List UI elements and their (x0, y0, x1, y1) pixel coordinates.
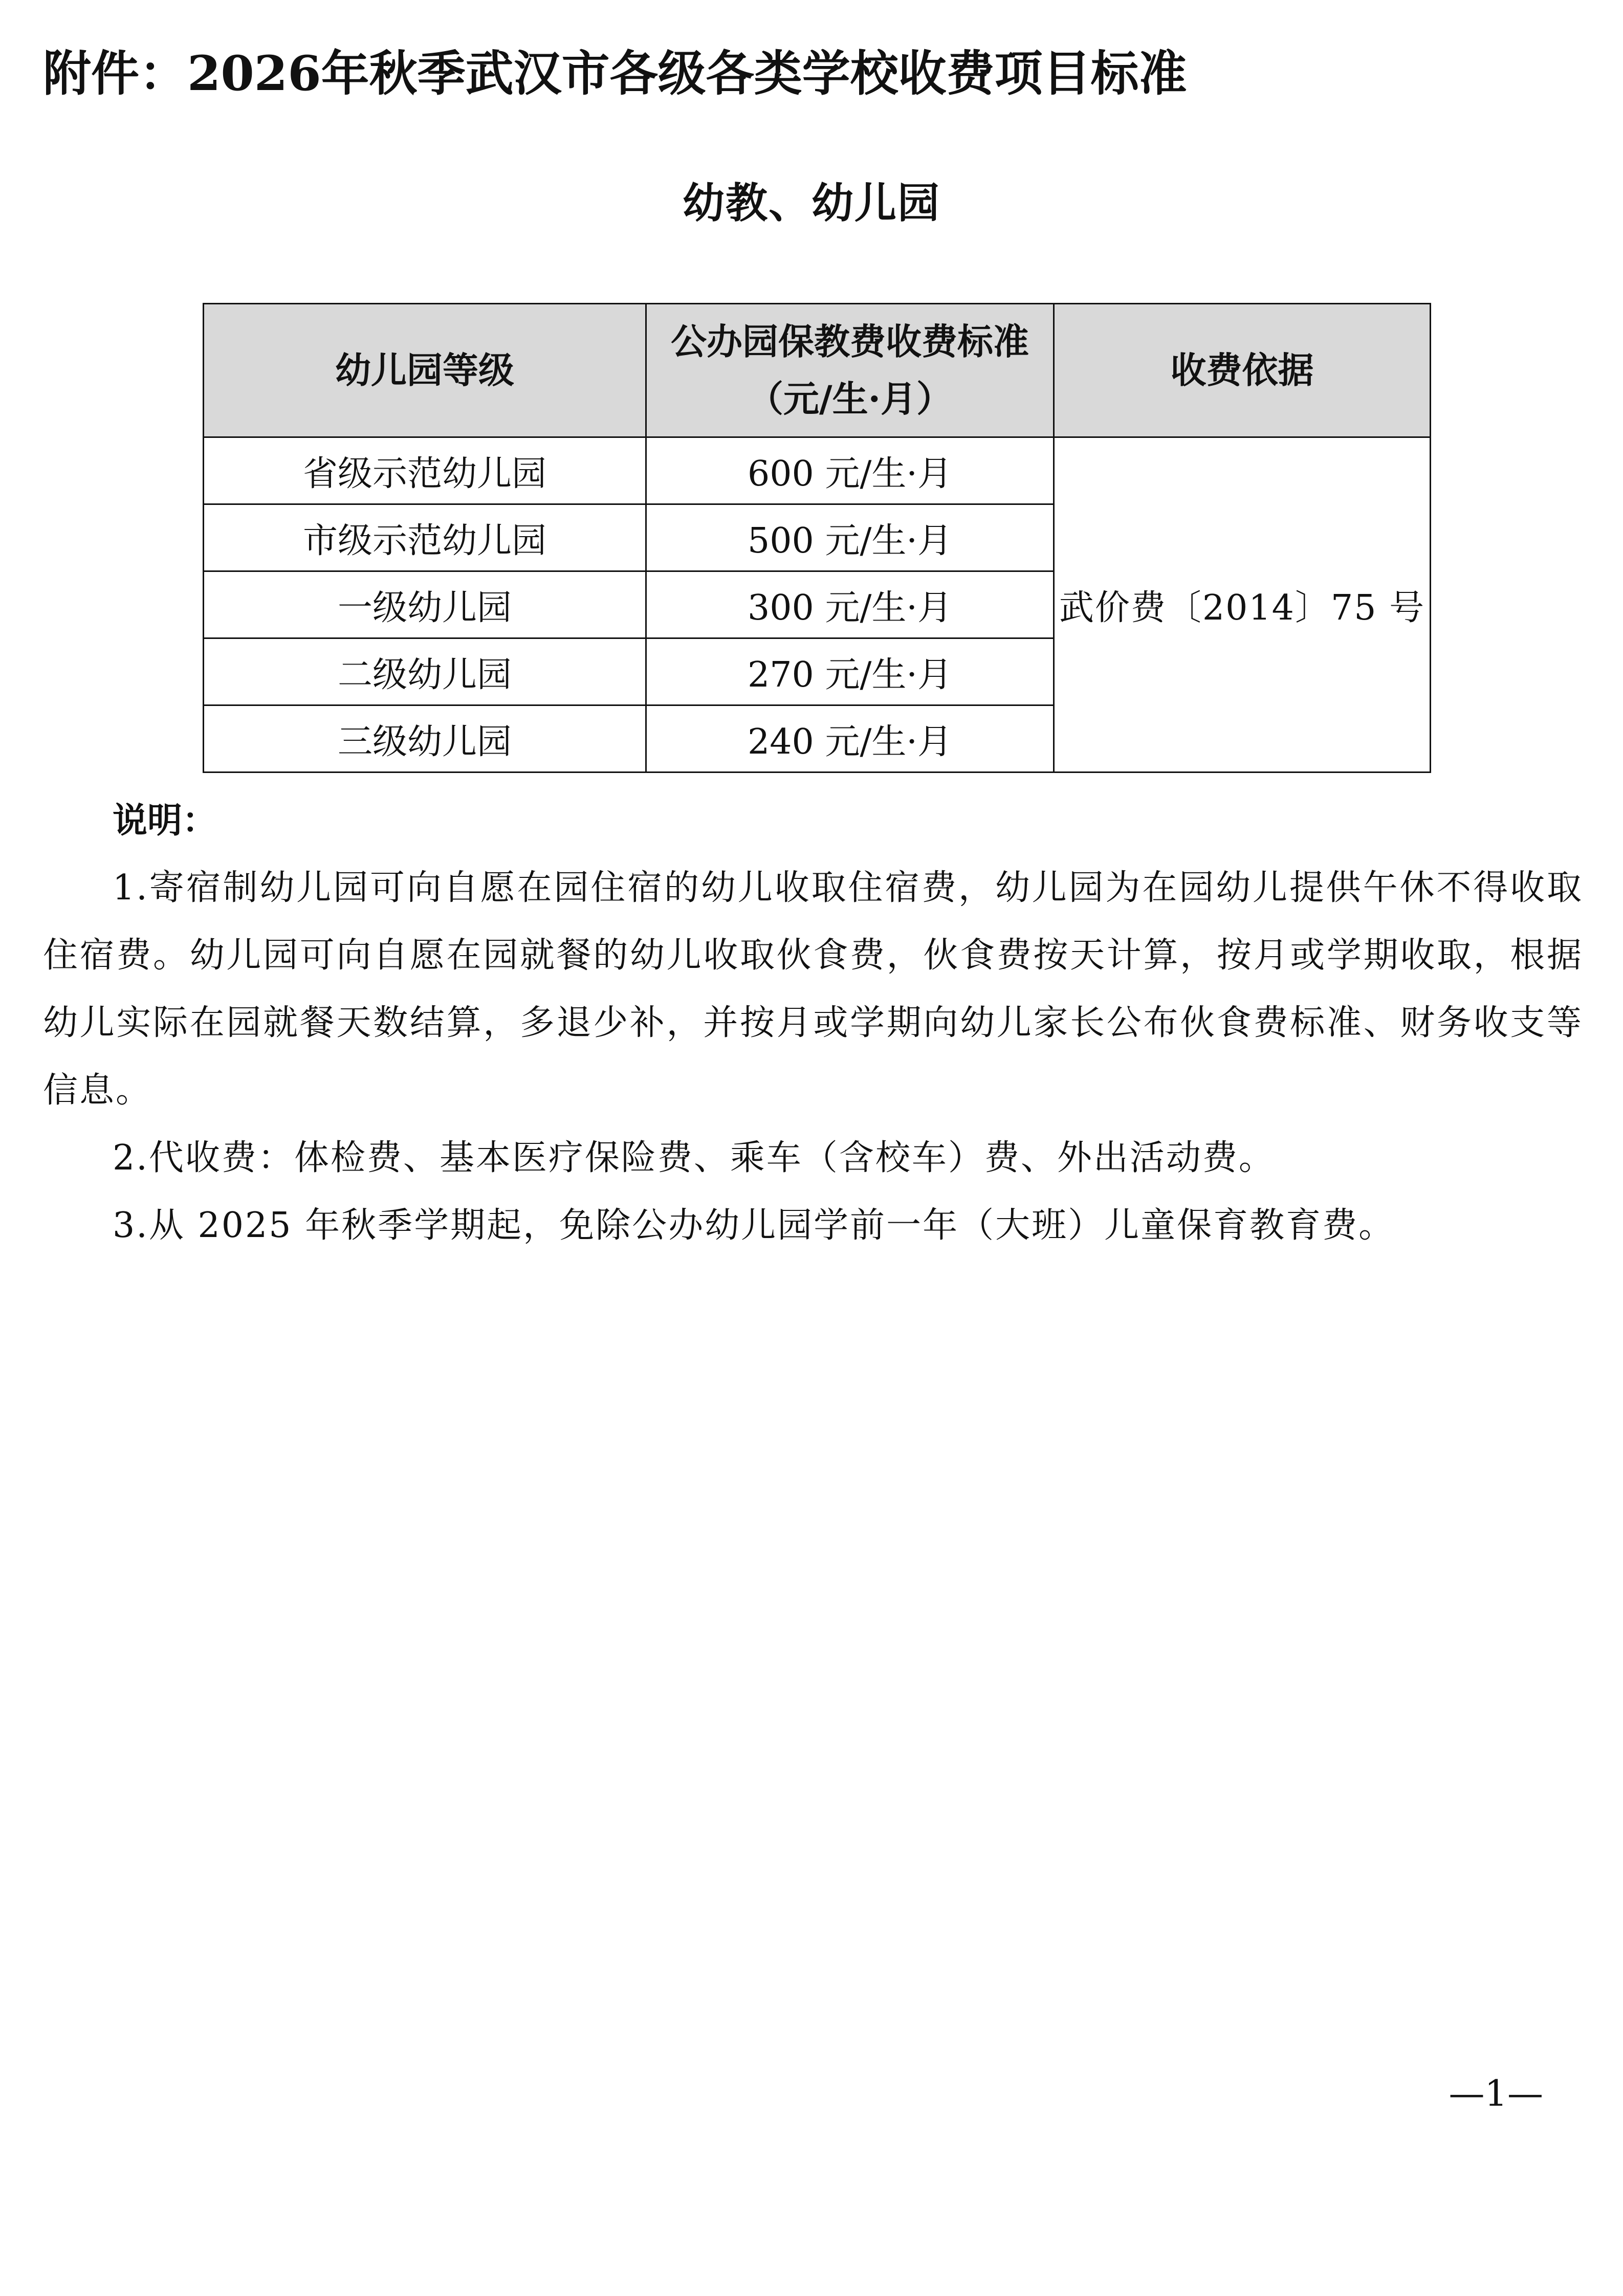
section-title: 幼教、幼儿园 (682, 179, 940, 228)
document-title: 附件：2026年秋季武汉市各级各类学校收费项目标准 (43, 46, 1187, 102)
table-row (204, 437, 1431, 504)
note-item: 1.寄宿制幼儿园可向自愿在园住宿的幼儿收取住宿费，幼儿园为在园幼儿提供午休不得收取住宿费。幼儿园可向自愿在园就餐的幼儿收取伙食费，伙食费按天计算，按月或学期收取，根据幼儿实际在园就餐天数结算，多退少补，并按月或学期向幼儿家长公布伙食费标准、财务收支等信息。 (43, 868, 1583, 1111)
fee-cell: 600 元/生·月 (646, 437, 1054, 504)
table-header-row (204, 304, 1431, 437)
notes-title: 说明： (113, 800, 217, 841)
fee-basis-cell: 武价费〔2014〕75 号 (1054, 437, 1431, 772)
note-item: 2.代收费：体检费、基本医疗保险费、乘车（含校车）费、外出活动费。 (113, 1138, 1275, 1178)
fee-cell: 300 元/生·月 (646, 571, 1054, 638)
page-number: —1— (1449, 2072, 1543, 2114)
header-fee-standard (646, 304, 1054, 437)
fee-standard-table (203, 303, 1431, 773)
header-kindergarten-level: 幼儿园等级 (204, 304, 646, 437)
kindergarten-level-cell: 省级示范幼儿园 (204, 437, 646, 504)
header-fee-basis: 收费依据 (1054, 304, 1431, 437)
fee-cell: 270 元/生·月 (646, 638, 1054, 705)
header-fee-standard-unit: （元/生·月） (748, 378, 952, 420)
header-fee-standard-line1: 公办园保教费收费标准 (671, 320, 1029, 363)
note-item: 3.从 2025 年秋季学期起，免除公办幼儿园学前一年（大班）儿童保育教育费。 (113, 1205, 1395, 1246)
kindergarten-level-cell: 二级幼儿园 (204, 638, 646, 705)
kindergarten-level-cell: 三级幼儿园 (204, 705, 646, 772)
fee-cell: 240 元/生·月 (646, 705, 1054, 772)
notes-section (43, 787, 1583, 1260)
fee-cell: 500 元/生·月 (646, 504, 1054, 571)
kindergarten-level-cell: 市级示范幼儿园 (204, 504, 646, 571)
kindergarten-level-cell: 一级幼儿园 (204, 571, 646, 638)
